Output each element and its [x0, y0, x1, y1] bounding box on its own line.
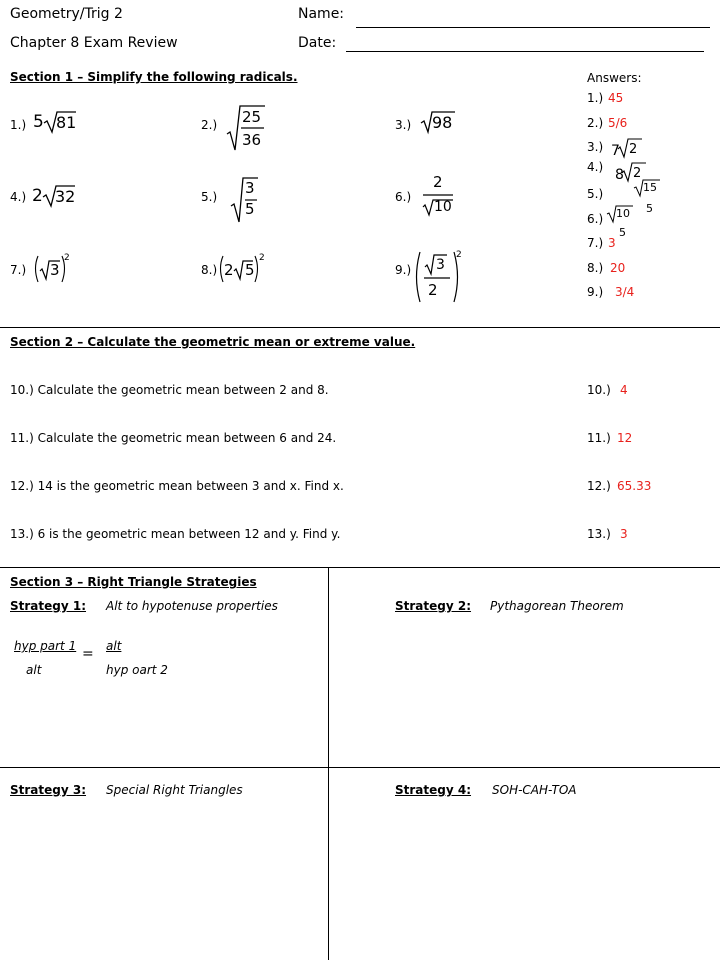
answer-11-number: 11.) — [587, 431, 611, 445]
name-field-line[interactable] — [356, 27, 710, 28]
answer-1-number: 1.) — [587, 91, 604, 105]
problem-3-radicand: 98 — [432, 113, 453, 132]
chapter-title: Chapter 8 Exam Review — [10, 35, 178, 51]
answer-12-value: 65.33 — [617, 479, 652, 493]
answer-5-number: 5.) — [587, 187, 604, 201]
name-label: Name: — [298, 6, 345, 22]
answer-13-number: 13.) — [587, 527, 611, 541]
answer-7-number: 7.) — [587, 236, 604, 250]
answer-4-radicand: 2 — [633, 166, 642, 181]
answer-5-radicand: 15 — [643, 181, 657, 194]
problem-5-denominator: 5 — [245, 200, 255, 218]
section-divider — [0, 567, 720, 568]
strategy-4-description: SOH-CAH-TOA — [492, 783, 577, 797]
problem-4-coef: 2 — [32, 186, 43, 206]
problem-7-exponent: 2 — [64, 253, 70, 263]
problem-9-denominator: 2 — [428, 281, 438, 299]
section2-title: Section 2 – Calculate the geometric mean or extreme value. — [10, 335, 416, 349]
formula-equals: = — [82, 646, 94, 662]
strategy-1-label: Strategy 1: — [10, 599, 87, 613]
problem-12-text: 12.) 14 is the geometric mean between 3 and x. Find x. — [10, 479, 344, 493]
problem-8-coef: 2 — [224, 261, 234, 279]
strategy-grid-divider — [0, 767, 720, 768]
problem-6-number: 6.) — [395, 190, 412, 204]
answer-11-value: 12 — [617, 431, 633, 445]
problem-8-number: 8.) — [201, 263, 218, 277]
problem-2-denominator: 36 — [242, 131, 262, 149]
problem-10-text: 10.) Calculate the geometric mean between 2 and 8. — [10, 383, 329, 397]
answer-10-number: 10.) — [587, 383, 611, 397]
strategy-1-description: Alt to hypotenuse properties — [106, 599, 278, 613]
answers-title: Answers: — [587, 71, 642, 85]
date-field-line[interactable] — [346, 51, 704, 52]
problem-13-text: 13.) 6 is the geometric mean between 12 and y. Find y. — [10, 527, 341, 541]
problem-7-radicand: 3 — [50, 261, 60, 279]
problem-1-radicand: 81 — [56, 113, 77, 132]
course-title: Geometry/Trig 2 — [10, 6, 123, 22]
problem-8-exponent: 2 — [259, 253, 265, 263]
problem-2-number: 2.) — [201, 118, 218, 132]
answer-2-number: 2.) — [587, 116, 604, 130]
answer-9-value: 3/4 — [615, 285, 635, 299]
date-label: Date: — [298, 35, 337, 51]
answer-10-value: 4 — [620, 383, 628, 397]
problem-2-numerator: 25 — [242, 108, 262, 126]
problem-9-exponent: 2 — [456, 250, 462, 260]
answer-6-denominator: 5 — [619, 226, 626, 239]
answer-7-value: 3 — [608, 236, 616, 250]
strategy-grid-divider — [328, 567, 329, 960]
problem-8-radicand: 5 — [245, 261, 255, 279]
problem-3-number: 3.) — [395, 118, 412, 132]
answer-8-value: 20 — [610, 261, 626, 275]
formula-right-denominator: hyp oart 2 — [106, 663, 168, 677]
answer-9-number: 9.) — [587, 285, 604, 299]
strategy-2-label: Strategy 2: — [395, 599, 472, 613]
problem-9-number: 9.) — [395, 263, 412, 277]
problem-1-coef: 5 — [33, 112, 44, 132]
answer-4-coef: 8 — [615, 167, 624, 183]
problem-9-numerator-radicand: 3 — [436, 257, 445, 273]
problem-4-radicand: 32 — [55, 187, 76, 206]
problem-5-numerator: 3 — [245, 179, 255, 197]
answer-3-coef: 7 — [611, 143, 620, 159]
answer-13-value: 3 — [620, 527, 628, 541]
problem-11-text: 11.) Calculate the geometric mean between 6 and 24. — [10, 431, 337, 445]
problem-7-number: 7.) — [10, 263, 27, 277]
section1-title: Section 1 – Simplify the following radicals. — [10, 70, 298, 84]
answer-8-number: 8.) — [587, 261, 604, 275]
answer-3-number: 3.) — [587, 140, 604, 154]
problem-4-number: 4.) — [10, 190, 27, 204]
answer-3-radicand: 2 — [629, 142, 638, 157]
strategy-4-label: Strategy 4: — [395, 783, 472, 797]
strategy-2-description: Pythagorean Theorem — [490, 599, 624, 613]
problem-6-numerator: 2 — [433, 173, 443, 191]
problem-1-number: 1.) — [10, 118, 27, 132]
answer-5-denominator: 5 — [646, 202, 653, 215]
answer-4-number: 4.) — [587, 160, 604, 174]
problem-6-denominator-radicand: 10 — [434, 199, 452, 215]
answer-6-number: 6.) — [587, 212, 604, 226]
formula-left-numerator: hyp part 1 — [14, 639, 77, 653]
strategy-3-description: Special Right Triangles — [106, 783, 243, 797]
formula-right-numerator: alt — [106, 639, 122, 653]
section3-title: Section 3 – Right Triangle Strategies — [10, 575, 257, 589]
answer-12-number: 12.) — [587, 479, 611, 493]
formula-left-denominator: alt — [26, 663, 42, 677]
section-divider — [0, 327, 720, 328]
strategy-3-label: Strategy 3: — [10, 783, 87, 797]
problem-5-number: 5.) — [201, 190, 218, 204]
answer-2-value: 5/6 — [608, 116, 628, 130]
answer-1-value: 45 — [608, 91, 624, 105]
answer-6-radicand: 10 — [616, 207, 630, 220]
